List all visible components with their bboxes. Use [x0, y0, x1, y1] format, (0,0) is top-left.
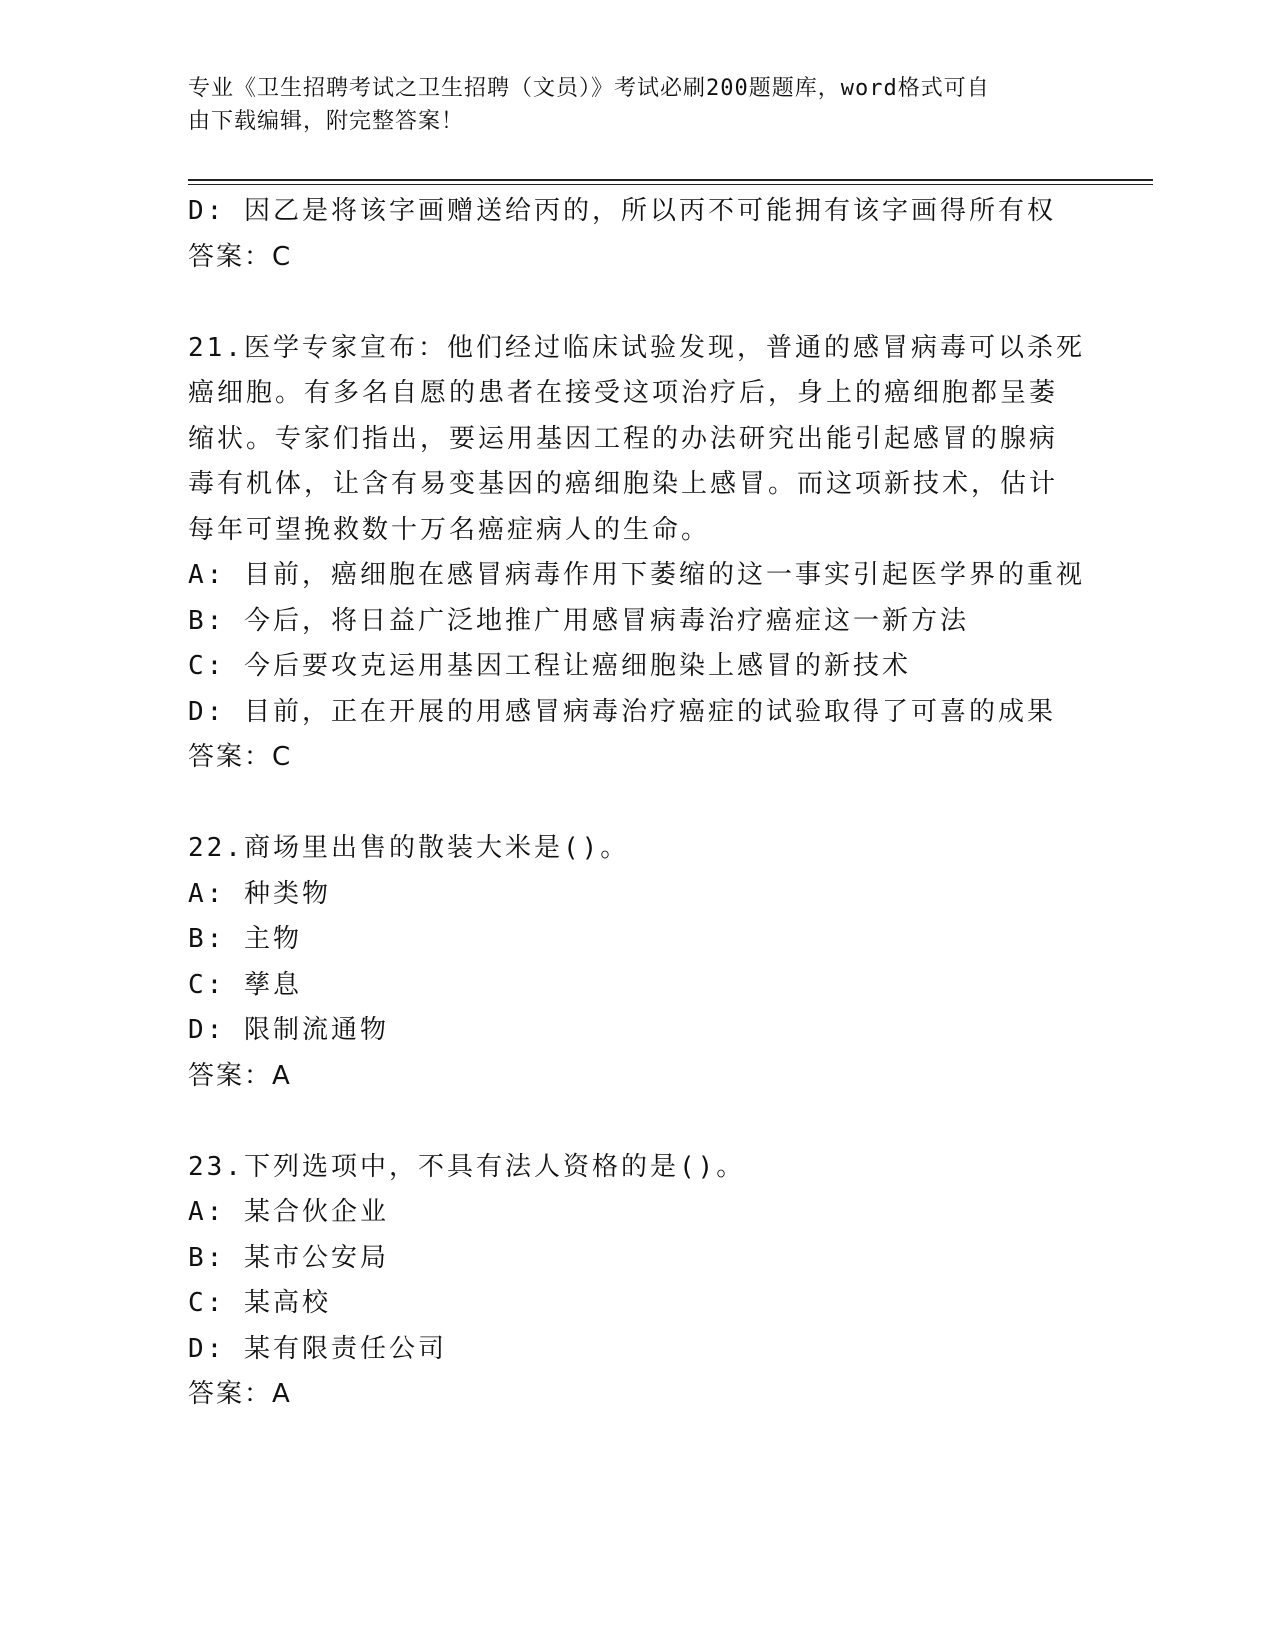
spacer — [188, 781, 1088, 827]
option-text: 限制流通物 — [243, 1015, 389, 1045]
option-text: 某合伙企业 — [243, 1197, 389, 1227]
question-stem: 23.下列选项中，不具有法人资格的是()。 — [188, 1151, 746, 1182]
question-22 — [188, 826, 1088, 1099]
question-23 — [188, 1145, 1088, 1418]
option-key: A: — [188, 1197, 226, 1227]
question-option-c — [188, 644, 1088, 690]
spacer — [188, 1099, 1088, 1145]
option-text: 某有限责任公司 — [243, 1333, 447, 1364]
question-stem-line: 缩状。专家们指出，要运用基因工程的办法研究出能引起感冒的腺病 — [188, 423, 1059, 454]
header-title-line-2: 由下载编辑，附完整答案！ — [188, 109, 465, 134]
option-key: D: — [188, 1333, 226, 1364]
option-text: 孳息 — [243, 969, 302, 1000]
question-stem-line: 每年可望挽救数十万名癌症病人的生命。 — [188, 514, 711, 545]
option-text: 目前，正在开展的用感冒病毒治疗癌症的试验取得了可喜的成果 — [243, 696, 1056, 727]
question-answer: 答案：A — [188, 1379, 292, 1409]
question-stem: 22.商场里出售的散装大米是()。 — [188, 833, 630, 863]
question-option-d — [188, 1327, 1088, 1373]
question-answer: 答案：C — [188, 742, 293, 772]
option-key: C: — [188, 651, 226, 681]
document-header — [188, 72, 1088, 138]
option-key: A: — [188, 878, 226, 909]
option-text: 今后要攻克运用基因工程让癌细胞染上感冒的新技术 — [243, 651, 911, 681]
question-option-b — [188, 1236, 1088, 1282]
option-key: D: — [188, 696, 226, 727]
option-text: 今后，将日益广泛地推广用感冒病毒治疗癌症这一新方法 — [243, 605, 969, 636]
prev-question-option-d — [188, 189, 1088, 235]
question-option-a — [188, 872, 1088, 918]
question-option-c — [188, 1281, 1088, 1327]
question-stem-line: 癌细胞。有多名自愿的患者在接受这项治疗后，身上的癌细胞都呈萎 — [188, 378, 1059, 408]
option-text: 某高校 — [243, 1288, 331, 1318]
option-key: C: — [188, 1288, 226, 1318]
question-content — [188, 189, 1088, 1418]
question-option-a — [188, 553, 1088, 599]
header-divider-thin — [188, 184, 1153, 185]
option-text: 因乙是将该字画赠送给丙的，所以丙不可能拥有该字画得所有权 — [243, 196, 1056, 226]
question-option-d — [188, 1008, 1088, 1054]
option-key: C: — [188, 969, 226, 1000]
option-key: D: — [188, 196, 226, 226]
option-key: B: — [188, 924, 226, 954]
question-stem-line: 毒有机体，让含有易变基因的癌细胞染上感冒。而这项新技术，估计 — [188, 469, 1059, 499]
question-option-c — [188, 963, 1088, 1009]
prev-question-answer: 答案：C — [188, 241, 293, 272]
option-text: 种类物 — [243, 878, 331, 909]
question-option-b — [188, 917, 1088, 963]
option-key: D: — [188, 1015, 226, 1045]
option-text: 主物 — [243, 924, 302, 954]
header-divider-thick — [188, 179, 1153, 181]
option-key: B: — [188, 605, 226, 636]
question-stem-line: 21.医学专家宣布：他们经过临床试验发现，普通的感冒病毒可以杀死 — [188, 332, 1085, 363]
question-answer: 答案：A — [188, 1060, 292, 1091]
option-text: 某市公安局 — [243, 1242, 389, 1273]
question-option-a — [188, 1190, 1088, 1236]
option-text: 目前，癌细胞在感冒病毒作用下萎缩的这一事实引起医学界的重视 — [243, 560, 1085, 590]
question-option-b — [188, 599, 1088, 645]
option-key: B: — [188, 1242, 226, 1273]
question-option-d — [188, 690, 1088, 736]
spacer — [188, 280, 1088, 326]
header-title-line-1: 专业《卫生招聘考试之卫生招聘（文员）》考试必刷200题题库，word格式可自 — [188, 76, 990, 101]
question-21 — [188, 326, 1088, 781]
option-key: A: — [188, 560, 226, 590]
